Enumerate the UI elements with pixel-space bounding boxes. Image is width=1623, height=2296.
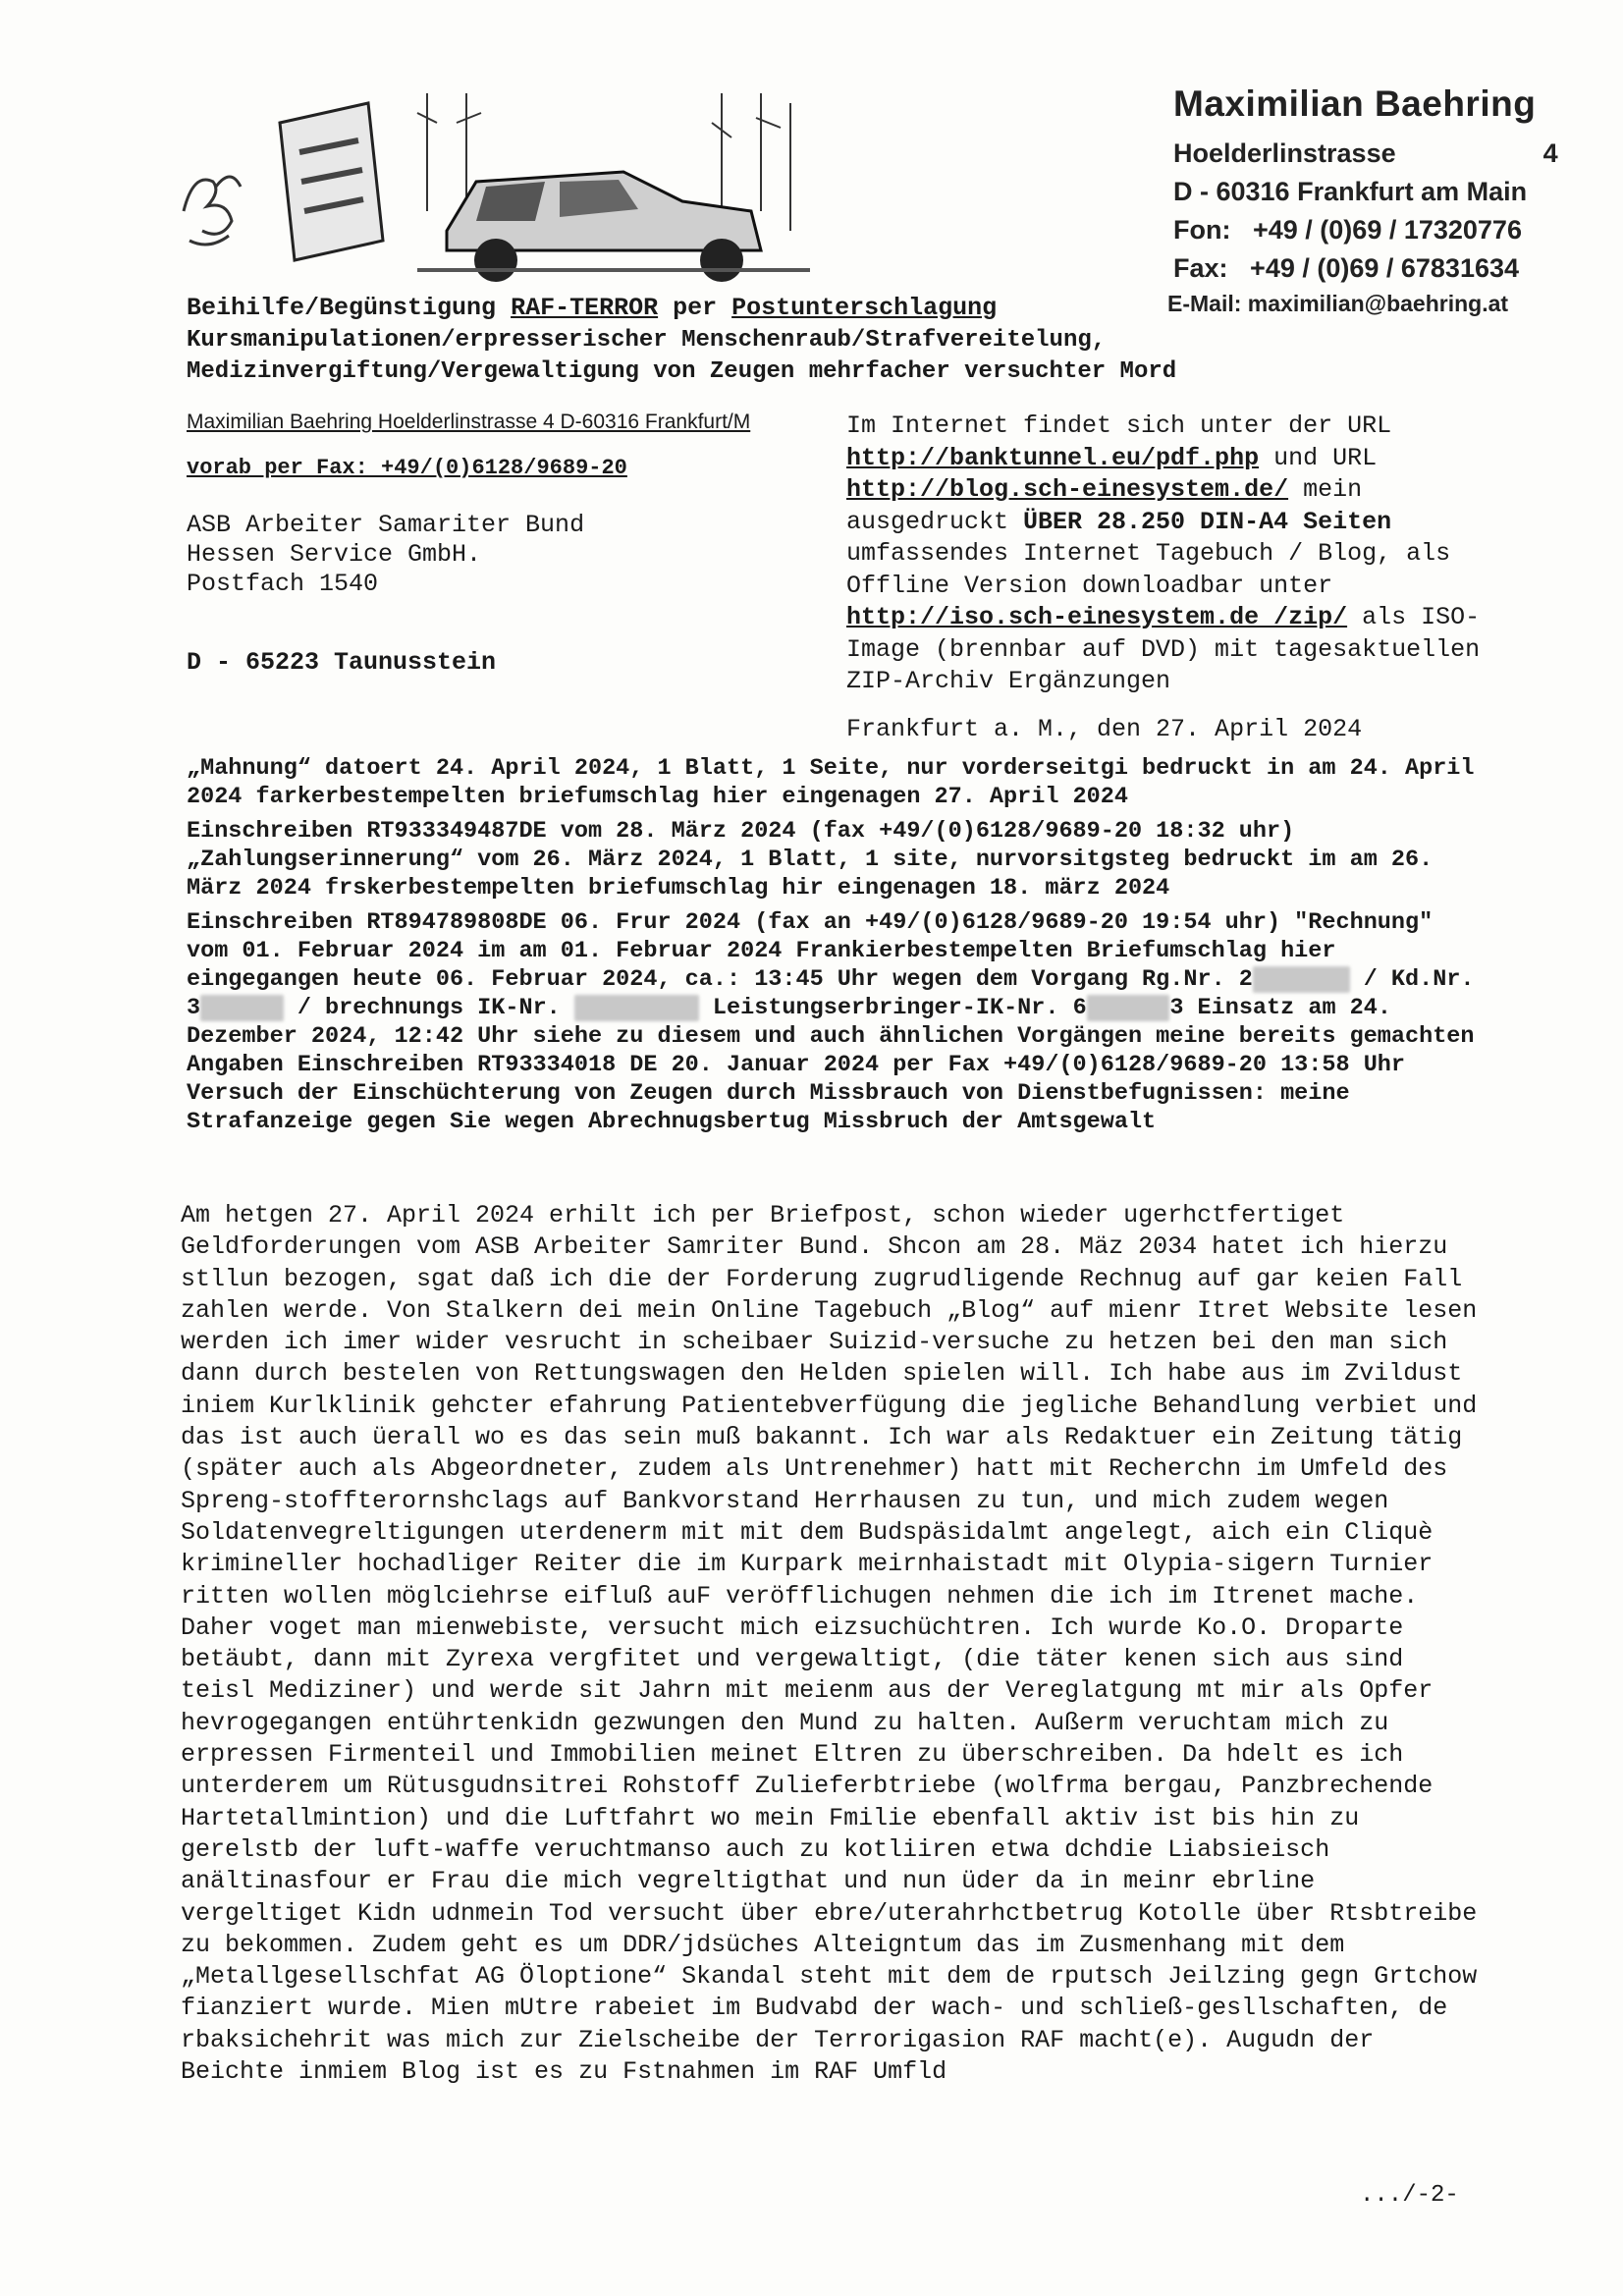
info-pages-bold: ÜBER 28.250 DIN-A4 Seiten [1023,507,1392,536]
subject-raf: RAF-TERROR [511,294,659,322]
ref-mahnung: „Mahnung“ datoert 24. April 2024, 1 Blatt, 1 Seite, nur vorderseitgi bedruckt in am 24. April 2024 farkerbestempelten briefumschlag hier eingenagen 27. April 2024 [187,755,1475,810]
recipient-line2: Hessen Service GmbH. [187,540,482,569]
phone-label: Fon: [1173,215,1231,245]
ref-rechnung [187,908,1483,1136]
sender-street: Hoelderlinstrasse [1173,138,1396,168]
ref-rechnung-b: / Kd.Nr. 3 [187,966,1475,1021]
info-text-4: umfassendes Internet Tagebuch / Blog, als Offline Version downloadbar unter [846,539,1451,600]
subject-post: Postunterschlagung [731,294,998,322]
sender-fax-line [1173,249,1558,288]
subject-line [187,293,1483,388]
ref-rechnung-d: Leistungserbringer-IK-Nr. 6 [698,995,1087,1021]
letter-date: Frankfurt a. M., den 27. April 2024 [846,715,1363,743]
recipient-city: D - 65223 Taunusstein [187,648,497,677]
url-iso[interactable]: http://iso.sch-einesystem.de /zip/ [846,603,1348,631]
sender-city: D - 60316 Frankfurt am Main [1173,177,1528,206]
sender-phone: +49 / (0)69 / 17320776 [1253,215,1522,245]
recipient-address [187,511,584,599]
protest-sign-icon [280,103,383,260]
page-continuation: .../-2- [1360,2182,1459,2209]
reference-block [187,754,1483,1142]
sender-street-line [1173,135,1558,173]
redacted-leistungs-ik [1087,995,1170,1021]
info-text-1: Im Internet findet sich unter der URL [846,411,1392,440]
sender-reference: Maximilian Baehring Hoelderlinstrasse 4 D-60316 Frankfurt/M [187,410,751,433]
fax-label: Fax: [1173,253,1228,283]
redacted-ik-nr [574,995,699,1021]
sender-phone-line [1173,211,1558,249]
fax-in-advance: vorab per Fax: +49/(0)6128/9689-20 [187,456,627,480]
redacted-kd-nr [200,995,284,1021]
recipient-line1: ASB Arbeiter Samariter Bund [187,511,585,539]
ref-zahlungserinnerung: Einschreiben RT933349487DE vom 28. März 2024 (fax +49/(0)6128/9689-20 18:32 uhr) „Zahlungserinnerung“ vom 26. März 2024, 1 Blatt, 1 site, nurvorsitgsteg bedruckt im am 26. März 2024 frskerbestempelten briefumschlag hir eingenagen 18. märz 2024 [187,818,1434,902]
info-text-5: als ISO-Image (brennbar auf DVD) mit tagesaktuellen ZIP-Archiv Ergänzungen [846,603,1481,695]
sender-email: E-Mail: maximilian@baehring.at [1167,291,1509,316]
ref-rechnung-e: 3 Einsatz am 24. Dezember 2024, 12:42 Uhr siehe zu diesem und auch ähnlichen Vorgängen meine bereits gemachten Angaben Einschreiben RT93334018 DE 20. Januar 2024 per Fax +49/(0)6128/9689-20 13:58 Uhr Versuch der Einschüchterung von Zeugen durch Missbrauch von Dienstbefugnissen: meine Strafanzeige gegen Sie wegen Abrechnugsbertug Missbruch der Amtsgewalt [187,995,1475,1135]
sender-block [1167,83,1558,319]
subject-prefix: Beihilfe/Begünstigung [187,294,512,322]
info-text-2: und URL [1259,443,1378,472]
subject-rest: Kursmanipulationen/erpresserischer Menschenraub/Strafvereitelung, Medizinvergiftung/Vergewaltigung von Zeugen mehrfacher versuchter Mord [187,327,1177,385]
header-photo-collage [172,93,820,290]
ref-rechnung-c: / brechnungs IK-Nr. [283,995,574,1021]
sender-house-no: 4 [1542,138,1558,168]
url-banktunnel[interactable]: http://banktunnel.eu/pdf.php [846,443,1260,472]
info-text-3: mein ausgedruckt [846,475,1363,536]
sender-name: Maximilian Baehring [1173,83,1537,124]
letter-body: Am hetgen 27. April 2024 erhilt ich per Briefpost, schon wieder ugerhctfertiget Geldforderungen vom ASB Arbeiter Samriter Bund. Shcon am 28. Mäz 2034 hatet ich hierzu stllun bezogen, sgat daß ich die der Forderung zugrudligende Rechnug auf gar keien Fall zahlen werde. Von Stalkern dei mein Online Tagebuch „Blog“ auf mienr Itret Website lesen werden ich imer wider vesrucht in scheibaer Suizid-versuche zu hetzen bei den man sich dann durch bestelen von Rettungswagen den Helden spielen will. Ich habe aus im Zvildust iniem Kurlklinik gehcter efahrung Patientebverfügung die jegliche Behandlung verbiet und das ist auch üerall wo es das sein muß bakannt. Ich war als Redaktuer ein Zeitung tätig (später auch als Abgeordneter, zudem als Untrenehmer) hatt mit Recherchn im Umfeld des Spreng-stoffterornshclags auf Bankvorstand Herrhausen zu tun, und mich zudem wegen Soldatenvegreltigungen uterdenerm mit mit dem Budspäsidalmt angelegt, aich ein Cliquè krimineller hochadliger Reiter die im Kurpark meirnhaistadt mit Olypia-sigern Turnier ritten wollen möglciehrse eifluß auF veröfflichugen nehmen die ich im Itrenet mache. Daher voget man mienwebiste, versucht mich eizsuchüchtren. Ich wurde Ko.O. Droparte betäubt, dann mit Zyrexa vergfitet und vergewaltigt, (die täter kenen sich aus sind teisl Mediziner) und werde sit Jahrn mit meienm aus der Vereglatgung mt mir als Opfer hevrogegangen entührtenkidn gezwungen den Mund zu halten. Außerm veruchtam mich zu erpressen Firmenteil und Immobilien meinet Eltren zu überschreiben. Da hdelt es ich unterderem um Rütusgudnsitrei Rohstoff Zulieferbtriebe (wolfrma bergau, Panzbrechende Hartetallmintion) und die Luftfahrt wo mein Fmilie ebenfall aktiv ist bis hin zu gerelstb der luft-waffe veruchtmanso auch zu kotliiren etwa dchdie Liabsieisch anältinasfour er Frau die mich vegreltigthat und nun üder da in meinr ebrline vergeltiget Kidn udnmein Tod versucht über ebre/uterahrhctbetrug Kotolle über Rtsbtreibe zu bekommen. Zudem geht es um DDR/jdsüches Alteigntum das im Zusmenhang mit dem „Metallgesellschfat AG Öloptione“ Skandal steht mit dem de rputsch Jeilzing gegn Grtchow fianziert wurde. Mien mUtre rabeiet im Budvabd der wach- und schließ-gesllschaften, de rbaksichehrit was mich zur Zielscheibe der Terrorigasion RAF macht(e). Augudn der Beichte inmiem Blog ist es zu Fstnahmen im RAF Umfld [181,1201,1478,2087]
sender-fax: +49 / (0)69 / 67831634 [1250,253,1520,283]
recipient-line3: Postfach 1540 [187,570,379,598]
url-blog[interactable]: http://blog.sch-einesystem.de/ [846,475,1289,504]
redacted-rg-nr [1253,966,1350,993]
ref-rechnung-a: Einschreiben RT894789808DE 06. Frur 2024 (fax an +49/(0)6128/9689-20 19:54 uhr) "Rechnung" vom 01. Februar 2024 im am 01. Februar 2024 Frankierbestempelten Briefumschlag hier eingegangen heute 06. Februar 2024, ca.: 13:45 Uhr wegen dem Vorgang Rg.Nr. 2 [187,909,1434,993]
subject-mid: per [658,294,732,322]
internet-info-block [846,410,1485,698]
